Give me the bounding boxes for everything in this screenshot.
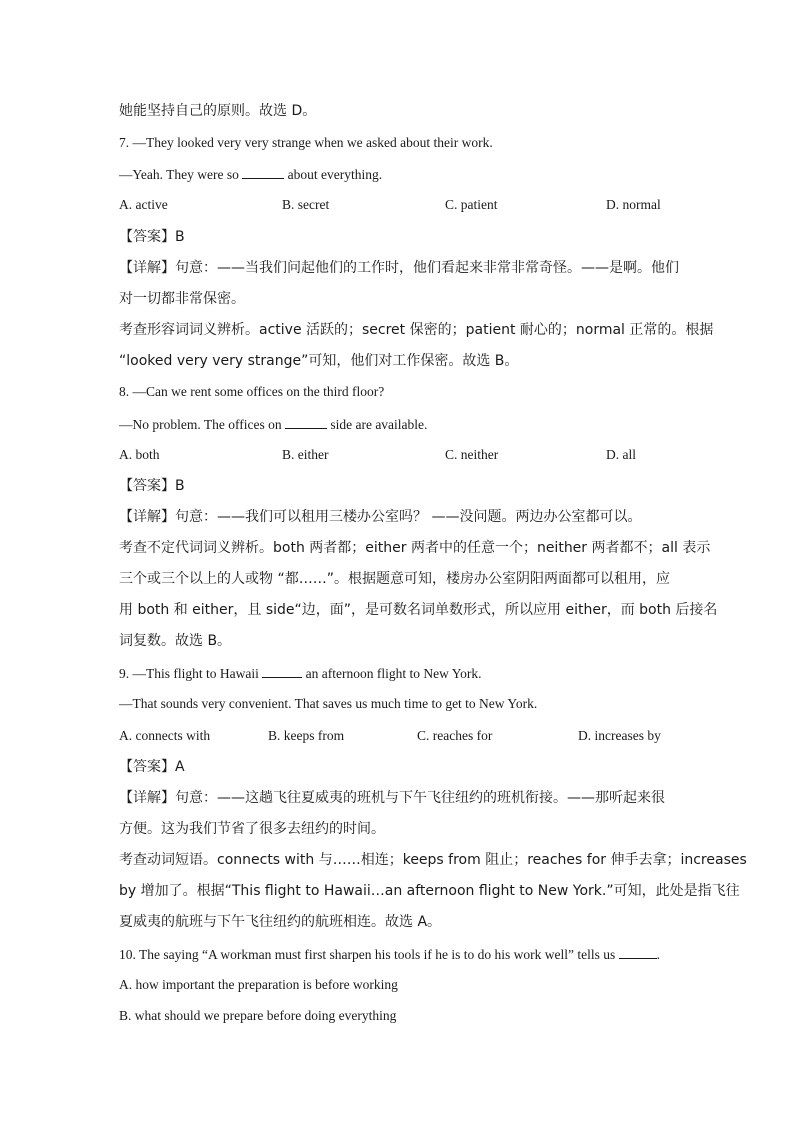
question-text: —No problem. The offices on	[119, 417, 285, 432]
explanation-text: 词复数。故选 B。	[119, 633, 232, 649]
answer-label: 【答案】B	[119, 229, 185, 245]
option-a: A. active	[119, 197, 168, 212]
answer-blank	[285, 414, 327, 429]
explanation-text: 考查动词短语。connects with 与……相连；keeps from 阻止；reaches for 伸手去拿；increases	[119, 852, 747, 868]
explanation-text: 对一切都非常保密。	[119, 291, 245, 307]
question-10	[119, 944, 660, 965]
option-b: B. secret	[282, 197, 330, 212]
option-a: A. both	[119, 447, 160, 462]
option-d: D. increases by	[578, 728, 661, 743]
explanation-text: 她能坚持自己的原则。故选 D。	[119, 103, 317, 119]
question-8: 8. —Can we rent some offices on the third floor?	[119, 384, 385, 399]
answer-label: 【答案】B	[119, 478, 185, 494]
option-b: B. either	[282, 447, 329, 462]
explanation-text: 三个或三个以上的人或物 “都……”。根据题意可知，楼房办公室阴阳两面都可以租用，应	[119, 571, 670, 587]
question-text: side are available.	[326, 417, 428, 432]
answer-blank	[242, 164, 284, 179]
option-c: C. reaches for	[417, 728, 493, 743]
question-text: about everything.	[284, 167, 383, 182]
question-7-dialogue	[119, 164, 382, 185]
option-b: B. keeps from	[268, 728, 345, 743]
explanation-text: 考查形容词词义辨析。active 活跃的；secret 保密的；patient 耐心的；normal 正常的。根据	[119, 322, 714, 338]
answer-blank	[619, 944, 657, 959]
question-7: 7. —They looked very very strange when we asked about their work.	[119, 135, 493, 150]
option-a: A. connects with	[119, 728, 211, 743]
question-text: 9. —This flight to Hawaii	[119, 666, 263, 681]
question-text: .	[656, 947, 660, 962]
option-b: B. what should we prepare before doing everything	[119, 1008, 397, 1023]
option-d: D. all	[606, 447, 636, 462]
question-9	[119, 663, 481, 684]
answer-label: 【答案】A	[119, 759, 185, 775]
question-9-dialogue: —That sounds very convenient. That saves us much time to get to New York.	[119, 696, 538, 711]
question-text: —Yeah. They were so	[119, 167, 243, 182]
explanation-text: 【详解】句意：——当我们问起他们的工作时，他们看起来非常非常奇怪。——是啊。他们	[119, 260, 679, 276]
answer-blank	[262, 663, 302, 678]
explanation-text: 方便。这为我们节省了很多去纽约的时间。	[119, 821, 385, 837]
explanation-text: 考查不定代词词义辨析。both 两者都；either 两者中的任意一个；neither 两者都不；all 表示	[119, 540, 711, 556]
option-d: D. normal	[606, 197, 661, 212]
explanation-text: 用 both 和 either，且 side“边，面”，是可数名词单数形式，所以应用 either，而 both 后接名	[119, 602, 718, 618]
question-text: 10. The saying “A workman must first sharpen his tools if he is to do his work well” tells us	[119, 947, 619, 962]
option-c: C. neither	[445, 447, 499, 462]
explanation-text: 【详解】句意：——我们可以租用三楼办公室吗？ ——没问题。两边办公室都可以。	[119, 509, 642, 525]
explanation-text: 夏威夷的航班与下午飞往纽约的航班相连。故选 A。	[119, 914, 442, 930]
option-a: A. how important the preparation is before working	[119, 977, 398, 992]
explanation-text: 【详解】句意：——这趟飞往夏威夷的班机与下午飞往纽约的班机衔接。——那听起来很	[119, 790, 665, 806]
question-text: an afternoon flight to New York.	[302, 666, 482, 681]
explanation-text: “looked very very strange”可知，他们对工作保密。故选 B。	[119, 353, 519, 369]
question-8-dialogue	[119, 414, 427, 435]
explanation-text: by 增加了。根据“This flight to Hawaii…an afternoon flight to New York.”可知，此处是指飞往	[119, 883, 740, 899]
option-c: C. patient	[445, 197, 498, 212]
